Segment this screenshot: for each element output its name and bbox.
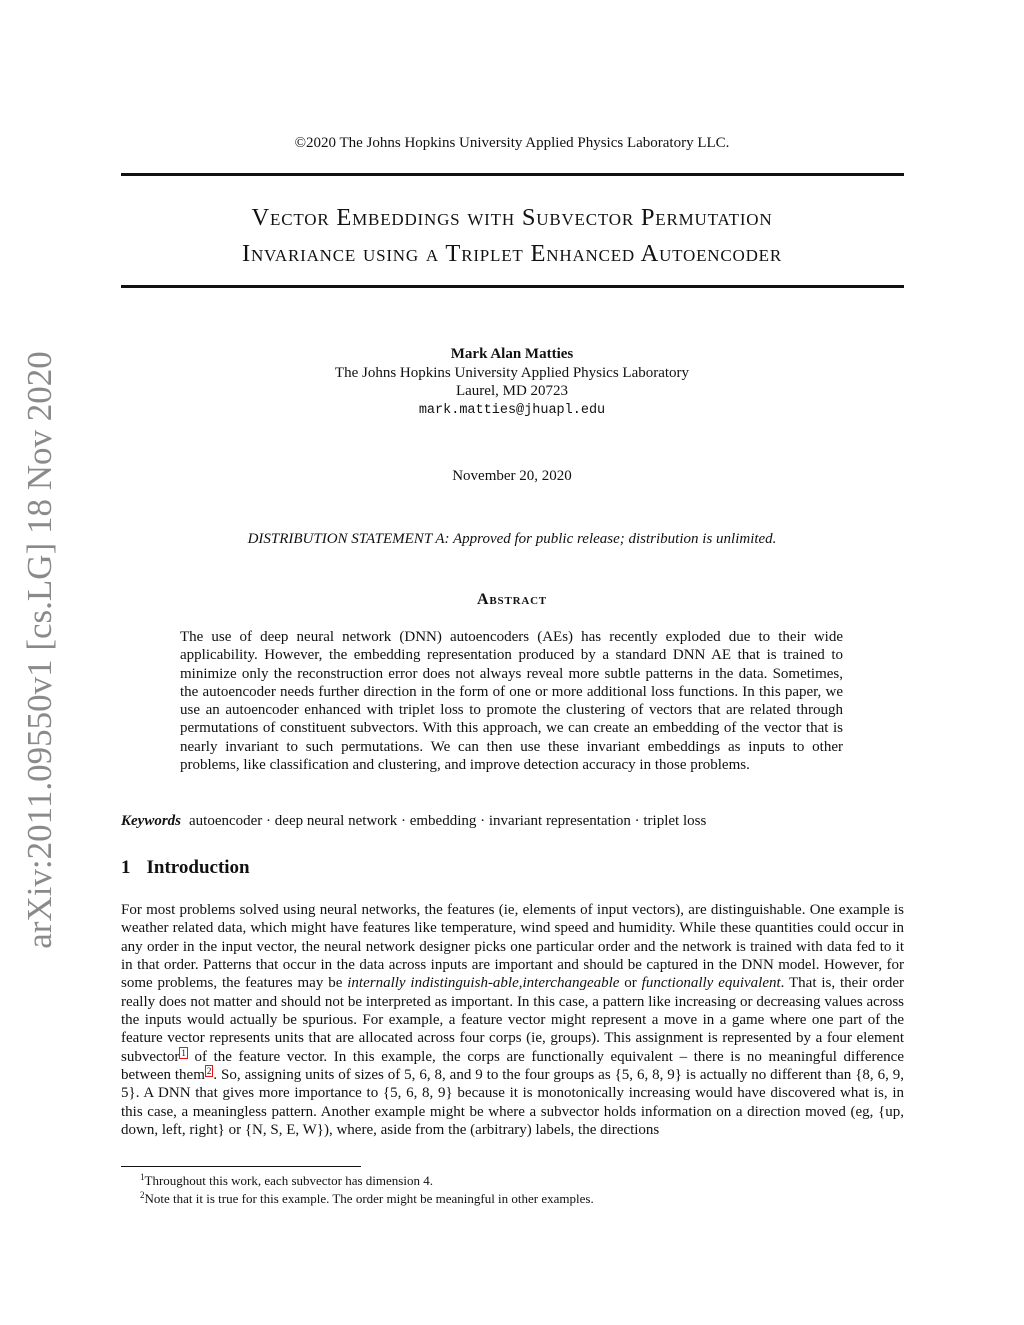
abstract-text: The use of deep neural network (DNN) autoencoders (AEs) has recently exploded due to their wide applicability. However, the embedding representation produced by a standard DNN AE that is trained to minimize only the reconstruction error does not always reveal more subtle patterns in the data. Sometimes, the autoencoder needs further direction in the form of one or more additional loss functions. In this paper, we use an autoencoder enhanced with triplet loss to promote the clustering of vectors that are related through permutations of constituent subvectors. With this approach, we can create an embedding of the vector that is nearly invariant to such permutations. We can then use these invariant embeddings as inputs to other problems, like classification and clustering, and improve detection accuracy in those problems. (180, 629, 843, 774)
footnote-ref-1[interactable]: 1 (181, 1047, 186, 1058)
title-rule-top (121, 173, 904, 176)
section-number: 1 (121, 857, 131, 878)
intro-separator: , (518, 975, 523, 992)
keywords-label: Keywords (121, 813, 181, 829)
footnote-2-mark: 2 (140, 1190, 145, 1200)
intro-text-part-3: of the feature vector. In this example, the corps are functionally equivalent – there is no meaningful difference between them (121, 1048, 904, 1084)
intro-text-part-2: . That is, their order really does not matter and should not be interpreted as important. In this case, a pattern like increasing or decreasing values across the inputs would actually be spurious. For example, a feature vector might represent a move in a game where one part of the feature vector represents units that are allocated across four corps (ie, groups). This assignment is represented by a four element subvector (121, 975, 905, 1065)
footnote-ref-2[interactable]: 2 (206, 1066, 212, 1077)
arxiv-identifier-stamp: arXiv:2011.09550v1 [cs.LG] 18 Nov 2020 (20, 351, 59, 949)
abstract-heading: Abstract (477, 591, 547, 608)
title-line-1: Vector Embeddings with Subvector Permutation (251, 204, 773, 231)
author-email[interactable]: mark.matties@jhuapl.edu (418, 403, 606, 418)
introduction-paragraph (121, 901, 904, 1139)
intro-emphasis-1: internally indistinguish-able (347, 975, 519, 992)
intro-text-part-4: . So, assigning units of sizes of 5, 6, 8, and 9 to the four groups as {5, 6, 8, 9} is actually no different than {8, 6, 9, 5}. A DNN that gives more importance to {5, 6, 8, 9} because it is monotonically increasing would have discovered what is, in this case, a meaningless pattern. Another example might be where a subvector holds information on a direction moved (eg, {up, down, left, right} or {N, S, E, W}), where, aside from the (arbitrary) labels, the directions (121, 1067, 904, 1139)
intro-emphasis-3: functionally equivalent (641, 975, 781, 992)
footnote-2-text: Note that it is true for this example. The order might be meaningful in other examples. (144, 1191, 594, 1206)
footnote-1-mark: 1 (140, 1172, 145, 1182)
paper-title (100, 200, 924, 272)
author-affiliation: The Johns Hopkins University Applied Physics Laboratory (334, 365, 690, 381)
title-line-2: Invariance using a Triplet Enhanced Autoencoder (242, 240, 782, 267)
intro-text-part-1: For most problems solved using neural networks, the features (ie, elements of input vectors), are distinguishable. One example is weather related data, which might have features like temperature, wind speed and humidity. While these quantities could occur in any order in the input vector, the neural network designer picks one particular order and the network is trained with data fed to it in that order. Patterns that occur in the data across inputs are important and should be captured in the DNN model. However, for some problems, the features may be (121, 902, 904, 992)
footnote-2 (140, 1191, 594, 1207)
intro-connector: or (619, 975, 642, 992)
footnote-1 (140, 1173, 433, 1189)
section-heading-introduction (121, 857, 250, 879)
title-rule-bottom (121, 285, 904, 288)
footnote-1-text: Throughout this work, each subvector has dimension 4. (144, 1173, 433, 1188)
keywords (121, 813, 706, 830)
footnote-rule (121, 1166, 361, 1167)
author-location: Laurel, MD 20723 (455, 383, 569, 399)
intro-emphasis-2: interchangeable (522, 975, 620, 992)
author-name: Mark Alan Matties (450, 346, 574, 362)
keywords-list: autoencoder · deep neural network · embedding · invariant representation · triplet loss (189, 813, 707, 829)
copyright-notice: ©2020 The Johns Hopkins University Applied Physics Laboratory LLC. (294, 135, 730, 151)
section-title: Introduction (146, 857, 250, 878)
paper-date: November 20, 2020 (452, 468, 572, 484)
distribution-statement: DISTRIBUTION STATEMENT A: Approved for public release; distribution is unlimited. (247, 531, 777, 547)
